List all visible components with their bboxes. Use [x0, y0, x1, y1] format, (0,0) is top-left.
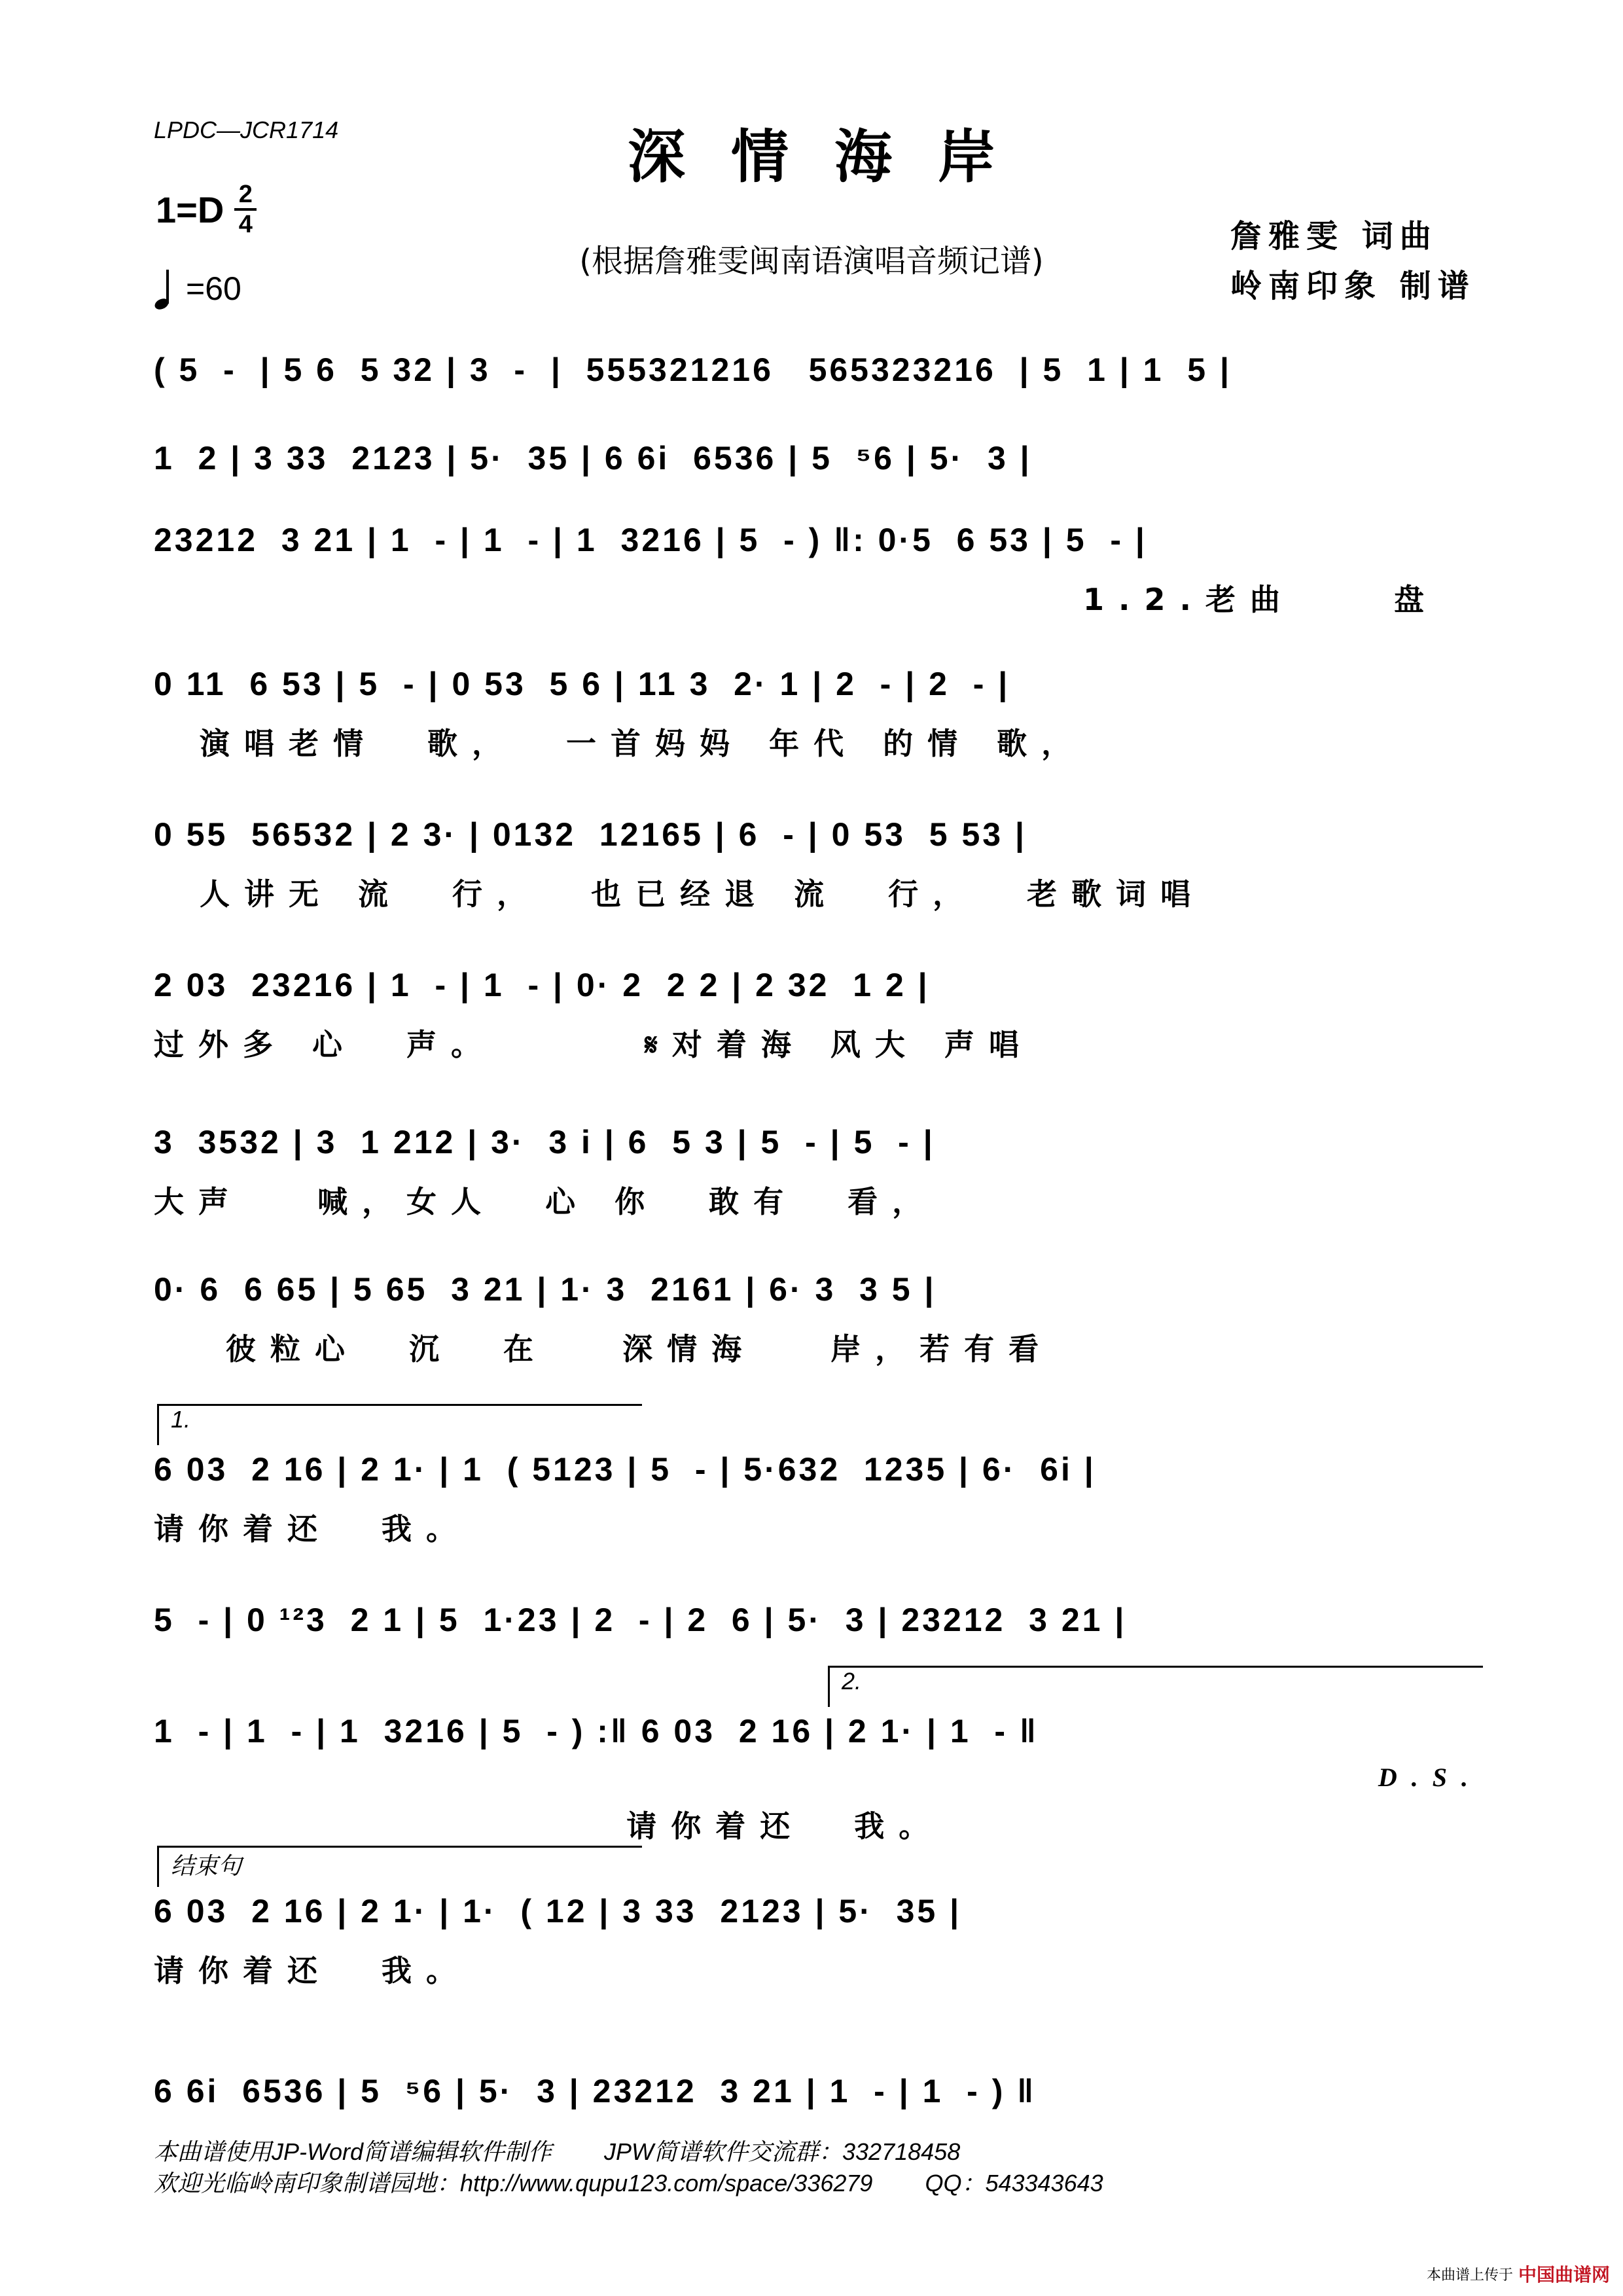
notation-row: 6 03 2 16 | 2 1· | 1 ( 5123 | 5 - | 5·632 1235 | 6· 6i | [154, 1451, 1096, 1488]
footer-software-note: 本曲谱使用JP-Word简谱编辑软件制作 JPW简谱软件交流群：332718458 [154, 2138, 961, 2165]
score-line [154, 1106, 1482, 1224]
score-line [154, 1253, 1482, 1371]
score-line [154, 949, 1482, 1067]
subtitle: (根据詹雅雯闽南语演唱音频记谱) [579, 243, 1044, 279]
notation-row: 0 11 6 53 | 5 - | 0 53 5 6 | 11 3 2· 1 | 2 - | 2 - | [154, 666, 1010, 702]
notation-row: ( 5 - | 5 6 5 32 | 3 - | 555321216 565323216 | 5 1 | 1 5 | [154, 351, 1232, 388]
volta-2: 2. [828, 1666, 1483, 1707]
score-line [154, 1695, 1482, 1844]
time-bottom: 4 [238, 211, 253, 238]
lyrics-row: 人讲无 流 行， 也已经退 流 行， 老歌词唱 [200, 876, 1205, 912]
site-logo: 中国曲谱网 [1518, 2264, 1610, 2286]
time-top: 2 [238, 181, 253, 208]
lyrics-row: 1.2.老曲 盘 [1083, 582, 1439, 617]
score-line [154, 648, 1482, 766]
score-line [154, 1875, 1482, 1993]
notation-row: 6 03 2 16 | 2 1· | 1· ( 12 | 3 33 2123 | 5· 35 | [154, 1893, 962, 1929]
notation-row: 23212 3 21 | 1 - | 1 - | 1 3216 | 5 - ) ‖: 0·5 6 53 | 5 - | [154, 522, 1147, 558]
notation-row: 3 3532 | 3 1 212 | 3· 3 i | 6 5 3 | 5 - | 5 - | [154, 1124, 935, 1160]
notation-row: 5 - | 0 ¹²3 2 1 | 5 1·23 | 2 - | 2 6 | 5· 3 | 23212 3 21 | [154, 1602, 1127, 1638]
lyrics-row [154, 1763, 1482, 1844]
upload-note: 本曲谱上传于 [1426, 2267, 1513, 2284]
notation-row: 2 03 23216 | 1 - | 1 - | 0· 2 2 2 | 2 32 1 2 | [154, 967, 930, 1003]
notation-row: 0· 6 6 65 | 5 65 3 21 | 1· 3 2161 | 6· 3 3 5 | [154, 1271, 936, 1308]
score-line [154, 798, 1482, 916]
lyrics-row: 请你着还 我。 [154, 1953, 471, 1988]
site-brand [1427, 2261, 1610, 2287]
key-signature [156, 182, 257, 237]
score-line [154, 1433, 1482, 1551]
lyrics-row: 彼粒心 沉 在 深情海 岸，若有看 [226, 1331, 1054, 1367]
lyrics-row: 请你着还 我。 [154, 1511, 471, 1547]
lyrics-text: 请你着还 我。 [253, 1808, 944, 1844]
key-label: 1=D [156, 188, 224, 230]
score-code: LPDC—JCR1714 [154, 117, 339, 143]
tempo-value: =60 [186, 270, 241, 307]
ending-bracket: 结束句 [157, 1846, 642, 1887]
lyrics-row: 演唱老情 歌， 一首妈妈 年代 的情 歌， [200, 726, 1086, 761]
lyrics-row: 大声 喊，女人 心 你 敢有 看， [154, 1184, 937, 1219]
credit-arranger: 岭南印象 制谱 [1230, 268, 1476, 304]
time-signature [234, 182, 257, 237]
score-line [154, 2055, 1482, 2127]
notation-row: 1 - | 1 - | 1 3216 | 5 - ) :‖ 6 03 2 16 | 2 1· | 1 - ‖ [154, 1713, 1039, 1749]
credit-lyrics-music: 詹雅雯 词曲 [1230, 218, 1438, 255]
notation-row: 1 2 | 3 33 2123 | 5· 35 | 6 6i 6536 | 5 ⁵6 | 5· 3 | [154, 440, 1032, 476]
notation-row: 0 55 56532 | 2 3· | 0132 12165 | 6 - | 0 53 5 53 | [154, 816, 1027, 853]
page-title: 深情海岸 [627, 122, 1041, 190]
notation-row: 6 6i 6536 | 5 ⁵6 | 5· 3 | 23212 3 21 | 1 - | 1 - ) ‖ [154, 2073, 1037, 2109]
score-line [154, 504, 1482, 622]
lyrics-row: 过外多 心 声。 𝄋对着海 风大 声唱 [154, 1027, 1033, 1062]
volta-1: 1. [157, 1404, 642, 1445]
ds-mark: D.S. [1378, 1763, 1482, 1792]
footer-website-note: 欢迎光临岭南印象制谱园地：http://www.qupu123.com/space/336279 QQ：543343643 [154, 2170, 1103, 2197]
